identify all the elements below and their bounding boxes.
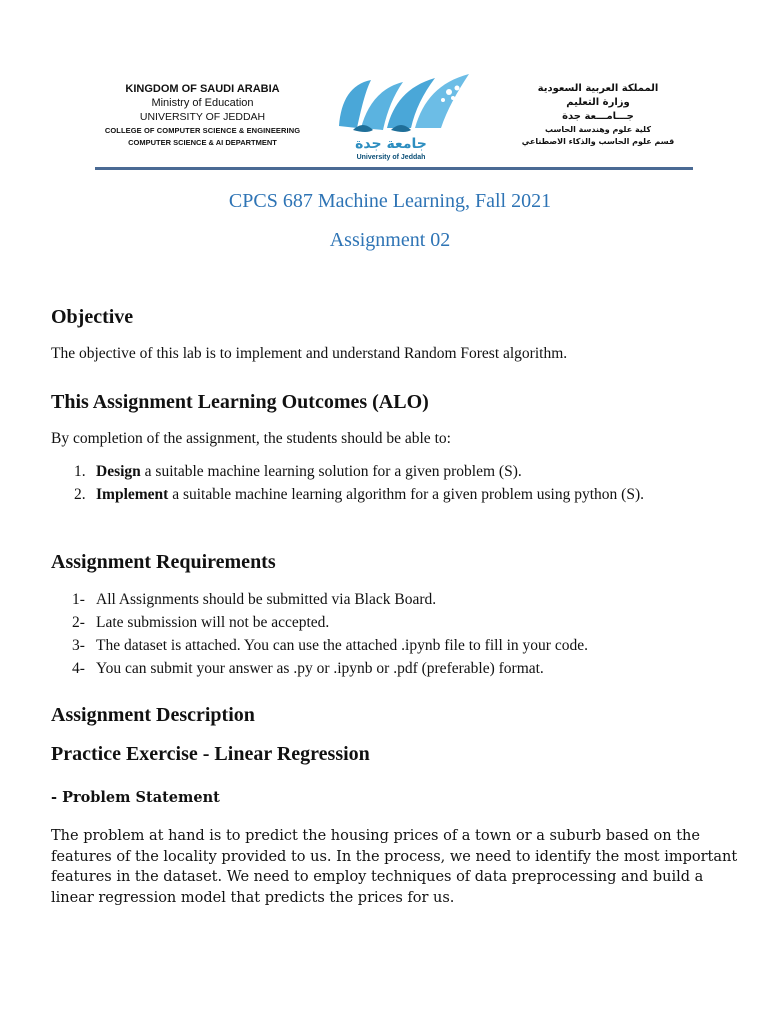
requirement-text: All Assignments should be submitted via Black Board. — [96, 591, 437, 608]
list-number: 1- — [72, 591, 85, 608]
letterhead-university-ar: جـــامـــعة جدة — [562, 111, 634, 122]
outcome-text: a suitable machine learning solution for a given problem (S). — [140, 463, 522, 480]
requirement-text: Late submission will not be accepted. — [96, 614, 330, 631]
list-number: 3- — [72, 637, 85, 654]
logo-name-english: University of Jeddah — [356, 154, 426, 161]
letterhead-ministry: Ministry of Education — [151, 97, 254, 109]
alo-heading: This Assignment Learning Outcomes (ALO) — [51, 391, 429, 413]
requirement-text: The dataset is attached. You can use the attached .ipynb file to fill in your code. — [96, 637, 588, 654]
letterhead-college: COLLEGE OF COMPUTER SCIENCE & ENGINEERING — [104, 126, 301, 135]
outcome-keyword: Implement — [96, 486, 169, 503]
outcome-keyword: Design — [96, 463, 141, 480]
problem-statement-heading: - Problem Statement — [51, 789, 220, 806]
list-number: 1. — [74, 463, 86, 480]
list-number: 4- — [72, 660, 85, 677]
outcome-text: a suitable machine learning algorithm for a given problem using python (S). — [168, 486, 644, 503]
letterhead — [95, 70, 693, 168]
list-item — [51, 588, 588, 611]
course-title: CPCS 687 Machine Learning, Fall 2021 — [228, 190, 552, 212]
letterhead-department-ar: قسم علوم الحاسب والذكاء الاصطناعي — [521, 137, 675, 146]
requirements-heading: Assignment Requirements — [51, 551, 276, 573]
letterhead-department: COMPUTER SCIENCE & AI DEPARTMENT — [128, 138, 277, 147]
exercise-heading: Practice Exercise - Linear Regression — [51, 743, 370, 765]
letterhead-university: UNIVERSITY OF JEDDAH — [139, 111, 266, 123]
list-number: 2. — [74, 486, 86, 503]
problem-statement-text: The problem at hand is to predict the housing prices of a town or a suburb based on the features of the locality provided to us. In the process, we need to identify the most important features in the dataset. We need to employ techniques of data preprocessing and build a linear regression model that predicts the prices for us. — [51, 828, 738, 906]
header-divider — [95, 167, 693, 170]
requirements-list — [51, 588, 588, 680]
letterhead-english — [95, 82, 310, 149]
logo-mark-icon — [331, 70, 481, 140]
objective-text: The objective of this lab is to implement and understand Random Forest algorithm. — [51, 345, 568, 362]
letterhead-college-ar: كلية علوم وهندسة الحاسب — [545, 125, 651, 134]
logo-name-arabic: جامعة جدة — [355, 136, 427, 152]
letterhead-kingdom: KINGDOM OF SAUDI ARABIA — [125, 83, 280, 95]
list-item — [51, 657, 588, 680]
university-of-jeddah-logo-icon — [331, 70, 481, 166]
objective-heading: Objective — [51, 306, 134, 328]
list-item — [51, 483, 644, 506]
requirement-text: You can submit your answer as .py or .ipynb or .pdf (preferable) format. — [96, 660, 544, 677]
list-item — [51, 460, 644, 483]
letterhead-arabic — [503, 82, 693, 148]
letterhead-ministry-ar: وزارة التعليم — [566, 97, 630, 108]
list-item — [51, 611, 588, 634]
assignment-title: Assignment 02 — [329, 229, 451, 251]
list-number: 2- — [72, 614, 85, 631]
description-heading: Assignment Description — [51, 704, 255, 726]
list-item — [51, 634, 588, 657]
alo-list — [51, 460, 644, 506]
letterhead-kingdom-ar: المملكة العربية السعودية — [537, 83, 659, 94]
alo-intro: By completion of the assignment, the students should be able to: — [51, 430, 451, 447]
